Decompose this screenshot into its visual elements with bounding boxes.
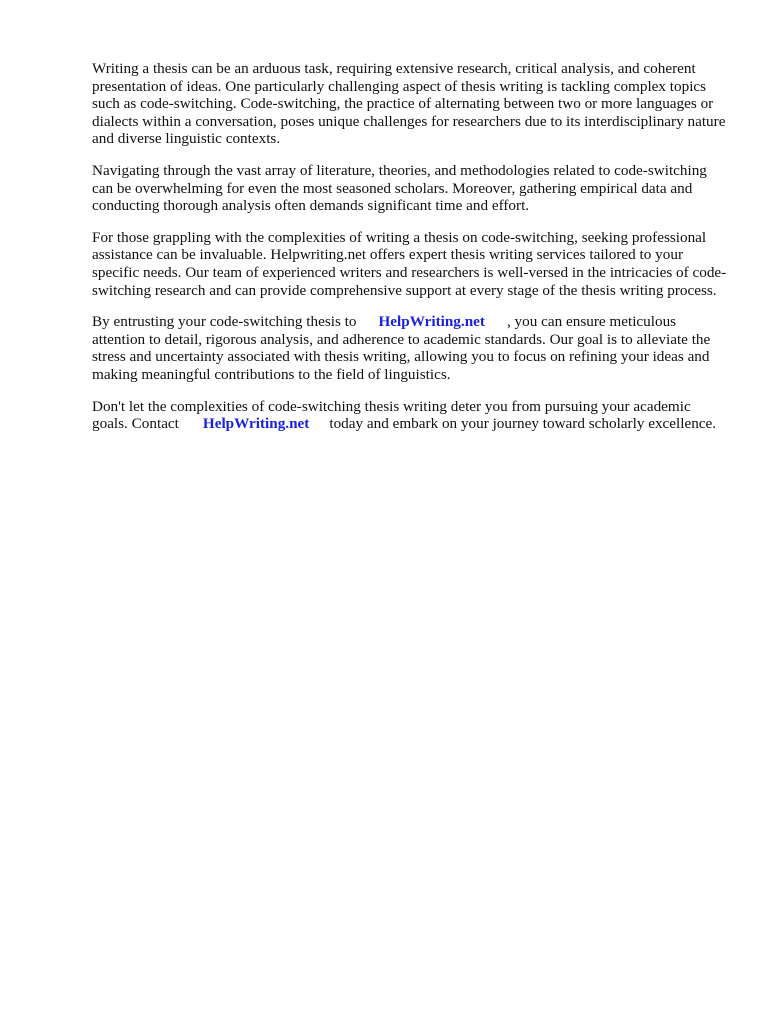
paragraph-entrusting	[92, 313, 728, 383]
paragraph-literature: Navigating through the vast array of literature, theories, and methodologies related to code-switching can be overwhelming for even the most seasoned scholars. Moreover, gathering empirical data and conducting thorough analysis often demands significant time and effort.	[92, 161, 707, 215]
document-body	[92, 60, 728, 447]
paragraph-contact	[92, 398, 728, 433]
paragraph-assistance: For those grappling with the complexities of writing a thesis on code-switching, seeking professional assistance can be invaluable. Helpwriting.net offers expert thesis writing services tailored to your specific needs. Our team of experienced writers and researchers is well-versed in the intricacies of code-switching research and can provide comprehensive support at every stage of the thesis writing process.	[92, 228, 727, 299]
helpwriting-contact-link[interactable]: HelpWriting.net	[202, 415, 310, 433]
paragraph-contact-text-before: Don't let the complexities of code-switching thesis writing deter you from pursuing your academic goals. Contact	[92, 397, 691, 433]
paragraph-contact-text-after: today and embark on your journey toward scholarly excellence.	[329, 415, 717, 433]
paragraph-entrusting-text-after: , you can ensure meticulous attention to detail, rigorous analysis, and adherence to academic standards. Our goal is to alleviate the stress and uncertainty associated with thesis writing, allowing you to focus on refining your ideas and making meaningful contributions to the field of linguistics.	[92, 313, 711, 383]
paragraph-entrusting-text-before: By entrusting your code-switching thesis to	[92, 313, 357, 331]
helpwriting-link[interactable]: HelpWriting.net	[378, 313, 485, 331]
paragraph-intro: Writing a thesis can be an arduous task, requiring extensive research, critical analysis, and coherent presentation of ideas. One particularly challenging aspect of thesis writing is tackling complex topics such as code-switching. Code-switching, the practice of alternating between two or more languages or dialects within a conversation, poses unique challenges for researchers due to its interdisciplinary nature and diverse linguistic contexts.	[92, 60, 726, 148]
